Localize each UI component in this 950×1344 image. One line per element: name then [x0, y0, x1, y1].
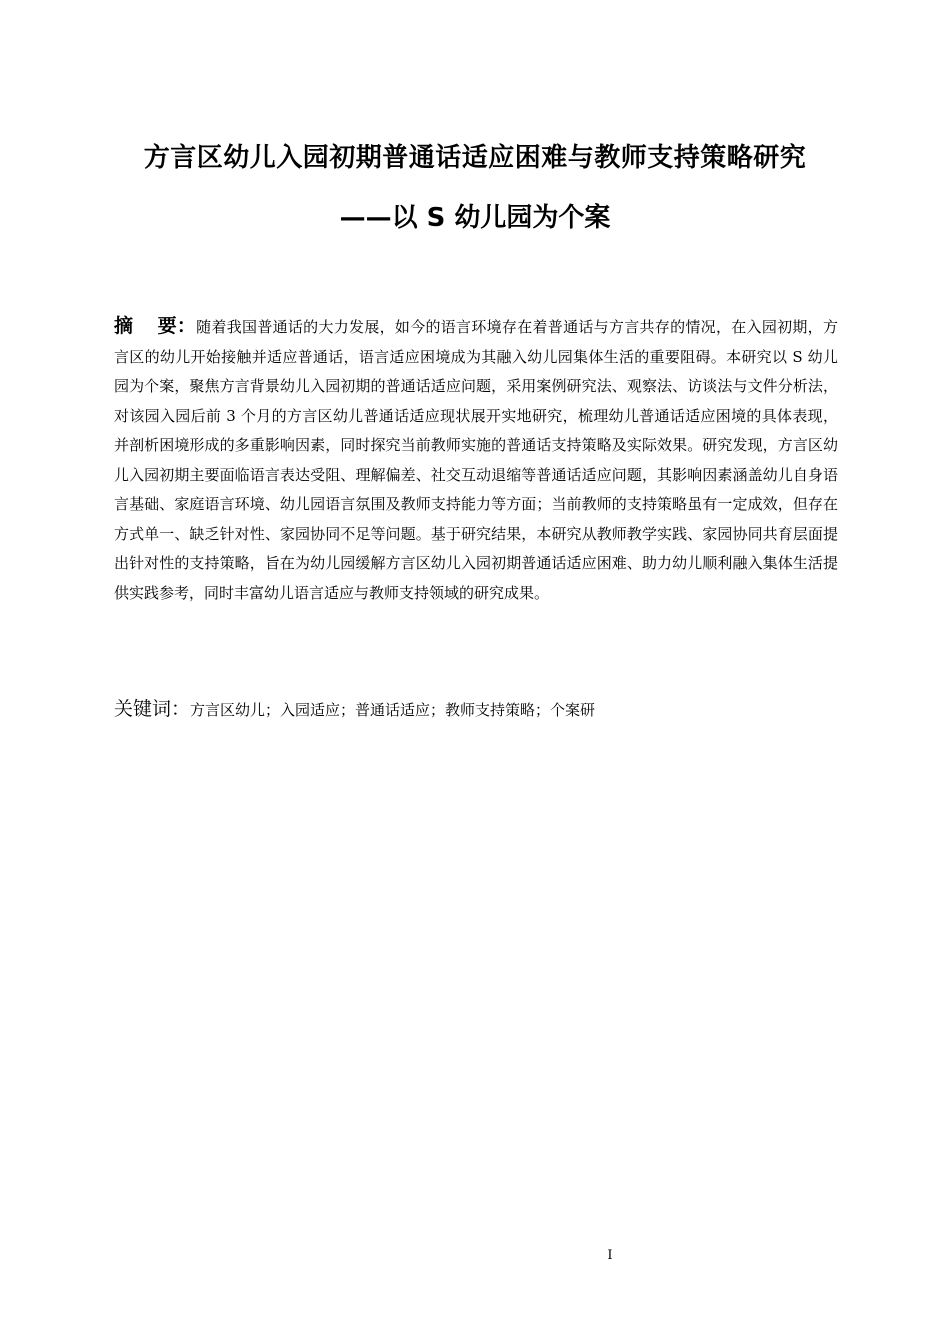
abstract-label-second: 要 [157, 315, 177, 337]
abstract-label-colon: ： [176, 315, 197, 337]
paper-subtitle: ——以 S 幼儿园为个案 [339, 203, 611, 233]
page-number: I [607, 1248, 613, 1263]
keywords-text: 方言区幼儿；入园适应；普通话适应；教师支持策略；个案研 [190, 701, 596, 719]
abstract-label [114, 315, 196, 337]
abstract-text: 随着我国普通话的大力发展，如今的语言环境存在着普通话与方言共存的情况，在入园初期，方言区的幼儿开始接触并适应普通话，语言适应困境成为其融入幼儿园集体生活的重要阻碍。本研究以 S 幼儿园为个案，聚焦方言背景幼儿入园初期的普通话适应问题，采用案例研究法、观察法、访谈法与文件分析法，对该园入园后前 3 个月的方言区幼儿普通话适应现状展开实地研究，梳理幼儿普通话适应困境的具体表现，并剖析困境形成的多重影响因素，同时探究当前教师实施的普通话支持策略及实际效果。研究发现，方言区幼儿入园初期主要面临语言表达受阻、理解偏差、社交互动退缩等普通话适应问题，其影响因素涵盖幼儿自身语言基础、家庭语言环境、幼儿园语言氛围及教师支持能力等方面；当前教师的支持策略虽有一定成效，但存在方式单一、缺乏针对性、家园协同不足等问题。基于研究结果，本研究从教师教学实践、家园协同共育层面提出针对性的支持策略，旨在为幼儿园缓解方言区幼儿入园初期普通话适应困难、助力幼儿顺利融入集体生活提供实践参考，同时丰富幼儿语言适应与教师支持领域的研究成果。 [114, 318, 838, 602]
abstract-label-first: 摘 [114, 315, 134, 337]
paper-title: 方言区幼儿入园初期普通话适应困难与教师支持策略研究 [143, 143, 807, 173]
keywords-section [114, 694, 838, 725]
keywords-label: 关键词： [114, 698, 191, 720]
abstract-section [114, 312, 838, 608]
